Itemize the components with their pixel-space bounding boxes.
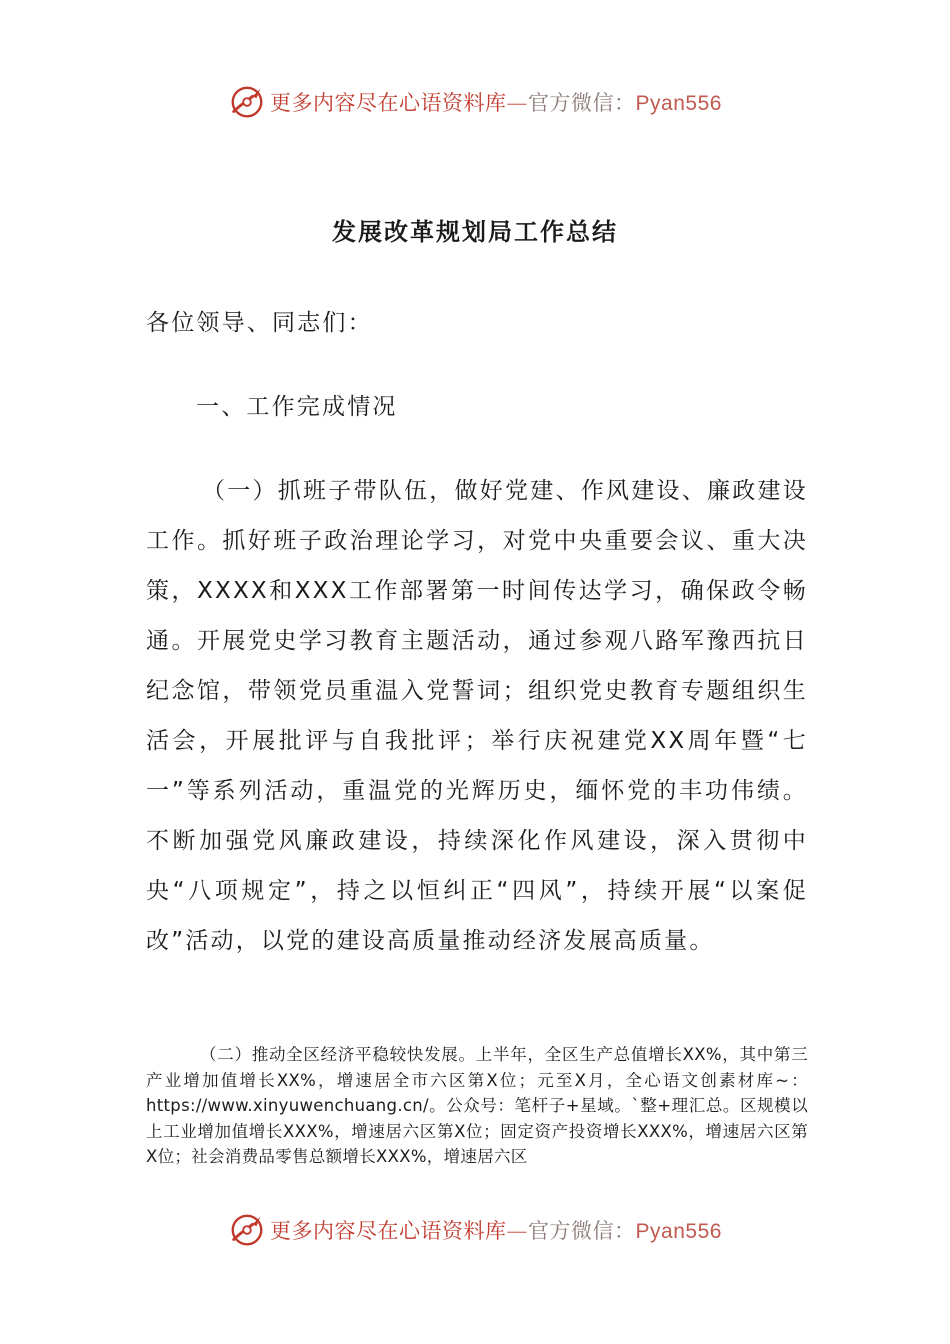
banner-wechat-id: Pyan556 [635,1220,722,1243]
banner-wechat-label: 官方微信： [528,1219,636,1243]
banner-brand: 更多内容尽在心语资料库 [270,91,507,115]
paragraph-1: （一）抓班子带队伍，做好党建、作风建设、廉政建设工作。抓好班子政治理论学习，对党中央重要会议、重大决策，XXXX和XXX工作部署第一时间传达学习，确保政令畅通。开展党史学习教育主题活动，通过参观八路军豫西抗日纪念馆，带领党员重温入党誓词；组织党史教育专题组织生活会，开展批评与自我批评；举行庆祝建党XX周年暨“七一”等系列活动，重温党的光辉历史，缅怀党的丰功伟绩。不断加强党风廉政建设，持续深化作风建设，深入贯彻中央“八项规定”，持之以恒纠正“四风”，持续开展“以案促改”活动，以党的建设高质量推动经济发展高质量。 [146,478,808,954]
section-heading: 一、工作完成情况 [196,394,398,420]
paragraph-2: （二）推动全区经济平稳较快发展。上半年，全区生产总值增长XX%，其中第三产业增加值增长XX%，增速居全市六区第X位；元至X月，全心语文创素材库~：https://www.xinyuwenchuang.cn/。公众号：笔杆子+星域。`整+理汇总。区规模以上工业增加值增长XXX%，增速居六区第X位；固定资产投资增长XXX%，增速居六区第X位；社会消费品零售总额增长XXX%，增速居六区 [146,1045,808,1166]
header-banner [0,78,950,126]
document-title: 发展改革规划局工作总结 [332,217,618,246]
banner-wechat-label: 官方微信： [528,91,636,115]
footer-banner [0,1206,950,1254]
banner-text [270,1215,722,1245]
pen-logo-icon [228,1211,266,1249]
salutation: 各位领导、同志们： [146,310,373,336]
banner-text [270,87,722,117]
pen-logo-icon [228,83,266,121]
banner-dash: — [506,1219,529,1243]
banner-dash: — [506,91,529,115]
banner-brand: 更多内容尽在心语资料库 [270,1219,507,1243]
banner-wechat-id: Pyan556 [635,92,722,115]
